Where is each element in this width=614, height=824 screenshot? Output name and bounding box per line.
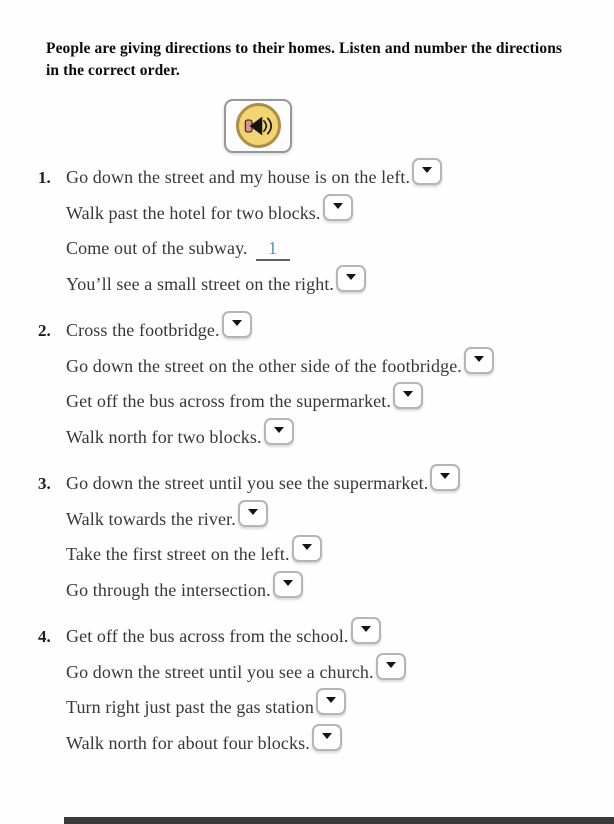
direction-groups bbox=[0, 160, 614, 761]
order-select[interactable] bbox=[323, 194, 353, 221]
direction-line bbox=[66, 690, 614, 726]
direction-sentence: Walk north for two blocks. bbox=[66, 426, 262, 447]
order-select[interactable] bbox=[238, 500, 268, 527]
order-select[interactable] bbox=[464, 347, 494, 374]
caret-down-icon bbox=[346, 274, 356, 280]
direction-line bbox=[66, 419, 614, 455]
order-select[interactable] bbox=[430, 464, 460, 491]
order-select[interactable] bbox=[412, 158, 442, 185]
direction-line bbox=[66, 466, 614, 502]
caret-down-icon bbox=[274, 427, 284, 433]
direction-line bbox=[66, 619, 614, 655]
caret-down-icon bbox=[248, 509, 258, 515]
direction-line bbox=[66, 725, 614, 761]
direction-sentence: Turn right just past the gas station bbox=[66, 697, 314, 718]
caret-down-icon bbox=[422, 167, 432, 173]
audio-play-button[interactable] bbox=[224, 99, 292, 153]
direction-line bbox=[66, 313, 614, 349]
order-select[interactable] bbox=[376, 653, 406, 680]
caret-down-icon bbox=[386, 662, 396, 668]
direction-sentence: Get off the bus across from the school. bbox=[66, 626, 349, 647]
order-select[interactable] bbox=[336, 265, 366, 292]
direction-line bbox=[66, 572, 614, 608]
order-select[interactable] bbox=[312, 724, 342, 751]
caret-down-icon bbox=[232, 320, 242, 326]
direction-line bbox=[66, 501, 614, 537]
direction-group-1 bbox=[38, 160, 614, 302]
instructions-title: People are giving directions to their homes. Listen and number the directions in the correct order. bbox=[46, 40, 563, 80]
caret-down-icon bbox=[440, 473, 450, 479]
direction-sentence: Come out of the subway. bbox=[66, 238, 248, 259]
direction-line bbox=[66, 266, 614, 302]
direction-sentence: Go down the street and my house is on the left. bbox=[66, 167, 411, 188]
caret-down-icon bbox=[333, 203, 343, 209]
order-select[interactable] bbox=[264, 418, 294, 445]
direction-sentence: Take the first street on the left. bbox=[66, 544, 290, 565]
audio-row bbox=[224, 99, 614, 155]
order-select[interactable] bbox=[351, 617, 381, 644]
direction-sentence: Go through the intersection. bbox=[66, 579, 271, 600]
order-select[interactable] bbox=[393, 382, 423, 409]
caret-down-icon bbox=[326, 697, 336, 703]
caret-down-icon bbox=[322, 733, 332, 739]
order-select[interactable] bbox=[316, 688, 346, 715]
answer-value: 1 bbox=[268, 238, 277, 259]
caret-down-icon bbox=[403, 391, 413, 397]
direction-sentence: Cross the footbridge. bbox=[66, 320, 220, 341]
direction-line bbox=[66, 537, 614, 573]
group-number: 3. bbox=[38, 473, 51, 493]
direction-line bbox=[66, 160, 614, 196]
direction-sentence: Go down the street on the other side of the footbridge. bbox=[66, 355, 462, 376]
caret-down-icon bbox=[361, 626, 371, 632]
direction-sentence: Walk past the hotel for two blocks. bbox=[66, 202, 321, 223]
caret-down-icon bbox=[474, 356, 484, 362]
direction-sentence: Get off the bus across from the supermarket. bbox=[66, 391, 391, 412]
direction-line bbox=[66, 384, 614, 420]
direction-sentence: Go down the street until you see a church. bbox=[66, 661, 374, 682]
direction-sentence: Walk north for about four blocks. bbox=[66, 732, 310, 753]
order-select[interactable] bbox=[222, 311, 252, 338]
caret-down-icon bbox=[302, 544, 312, 550]
group-number: 2. bbox=[38, 320, 51, 340]
direction-line bbox=[66, 195, 614, 231]
direction-group-4 bbox=[38, 619, 614, 761]
answer-blank[interactable] bbox=[256, 237, 290, 261]
direction-group-2 bbox=[38, 313, 614, 455]
direction-sentence: Walk towards the river. bbox=[66, 508, 236, 529]
order-select[interactable] bbox=[273, 571, 303, 598]
direction-sentence: Go down the street until you see the supermarket. bbox=[66, 473, 429, 494]
group-number: 4. bbox=[38, 626, 51, 646]
direction-line bbox=[66, 654, 614, 690]
speaker-icon bbox=[236, 103, 281, 148]
direction-sentence: You’ll see a small street on the right. bbox=[66, 273, 335, 294]
bottom-edge-bar bbox=[64, 817, 614, 824]
direction-line bbox=[66, 348, 614, 384]
caret-down-icon bbox=[283, 580, 293, 586]
order-select[interactable] bbox=[292, 535, 322, 562]
direction-group-3 bbox=[38, 466, 614, 608]
direction-line bbox=[66, 231, 614, 267]
group-number: 1. bbox=[38, 167, 51, 187]
